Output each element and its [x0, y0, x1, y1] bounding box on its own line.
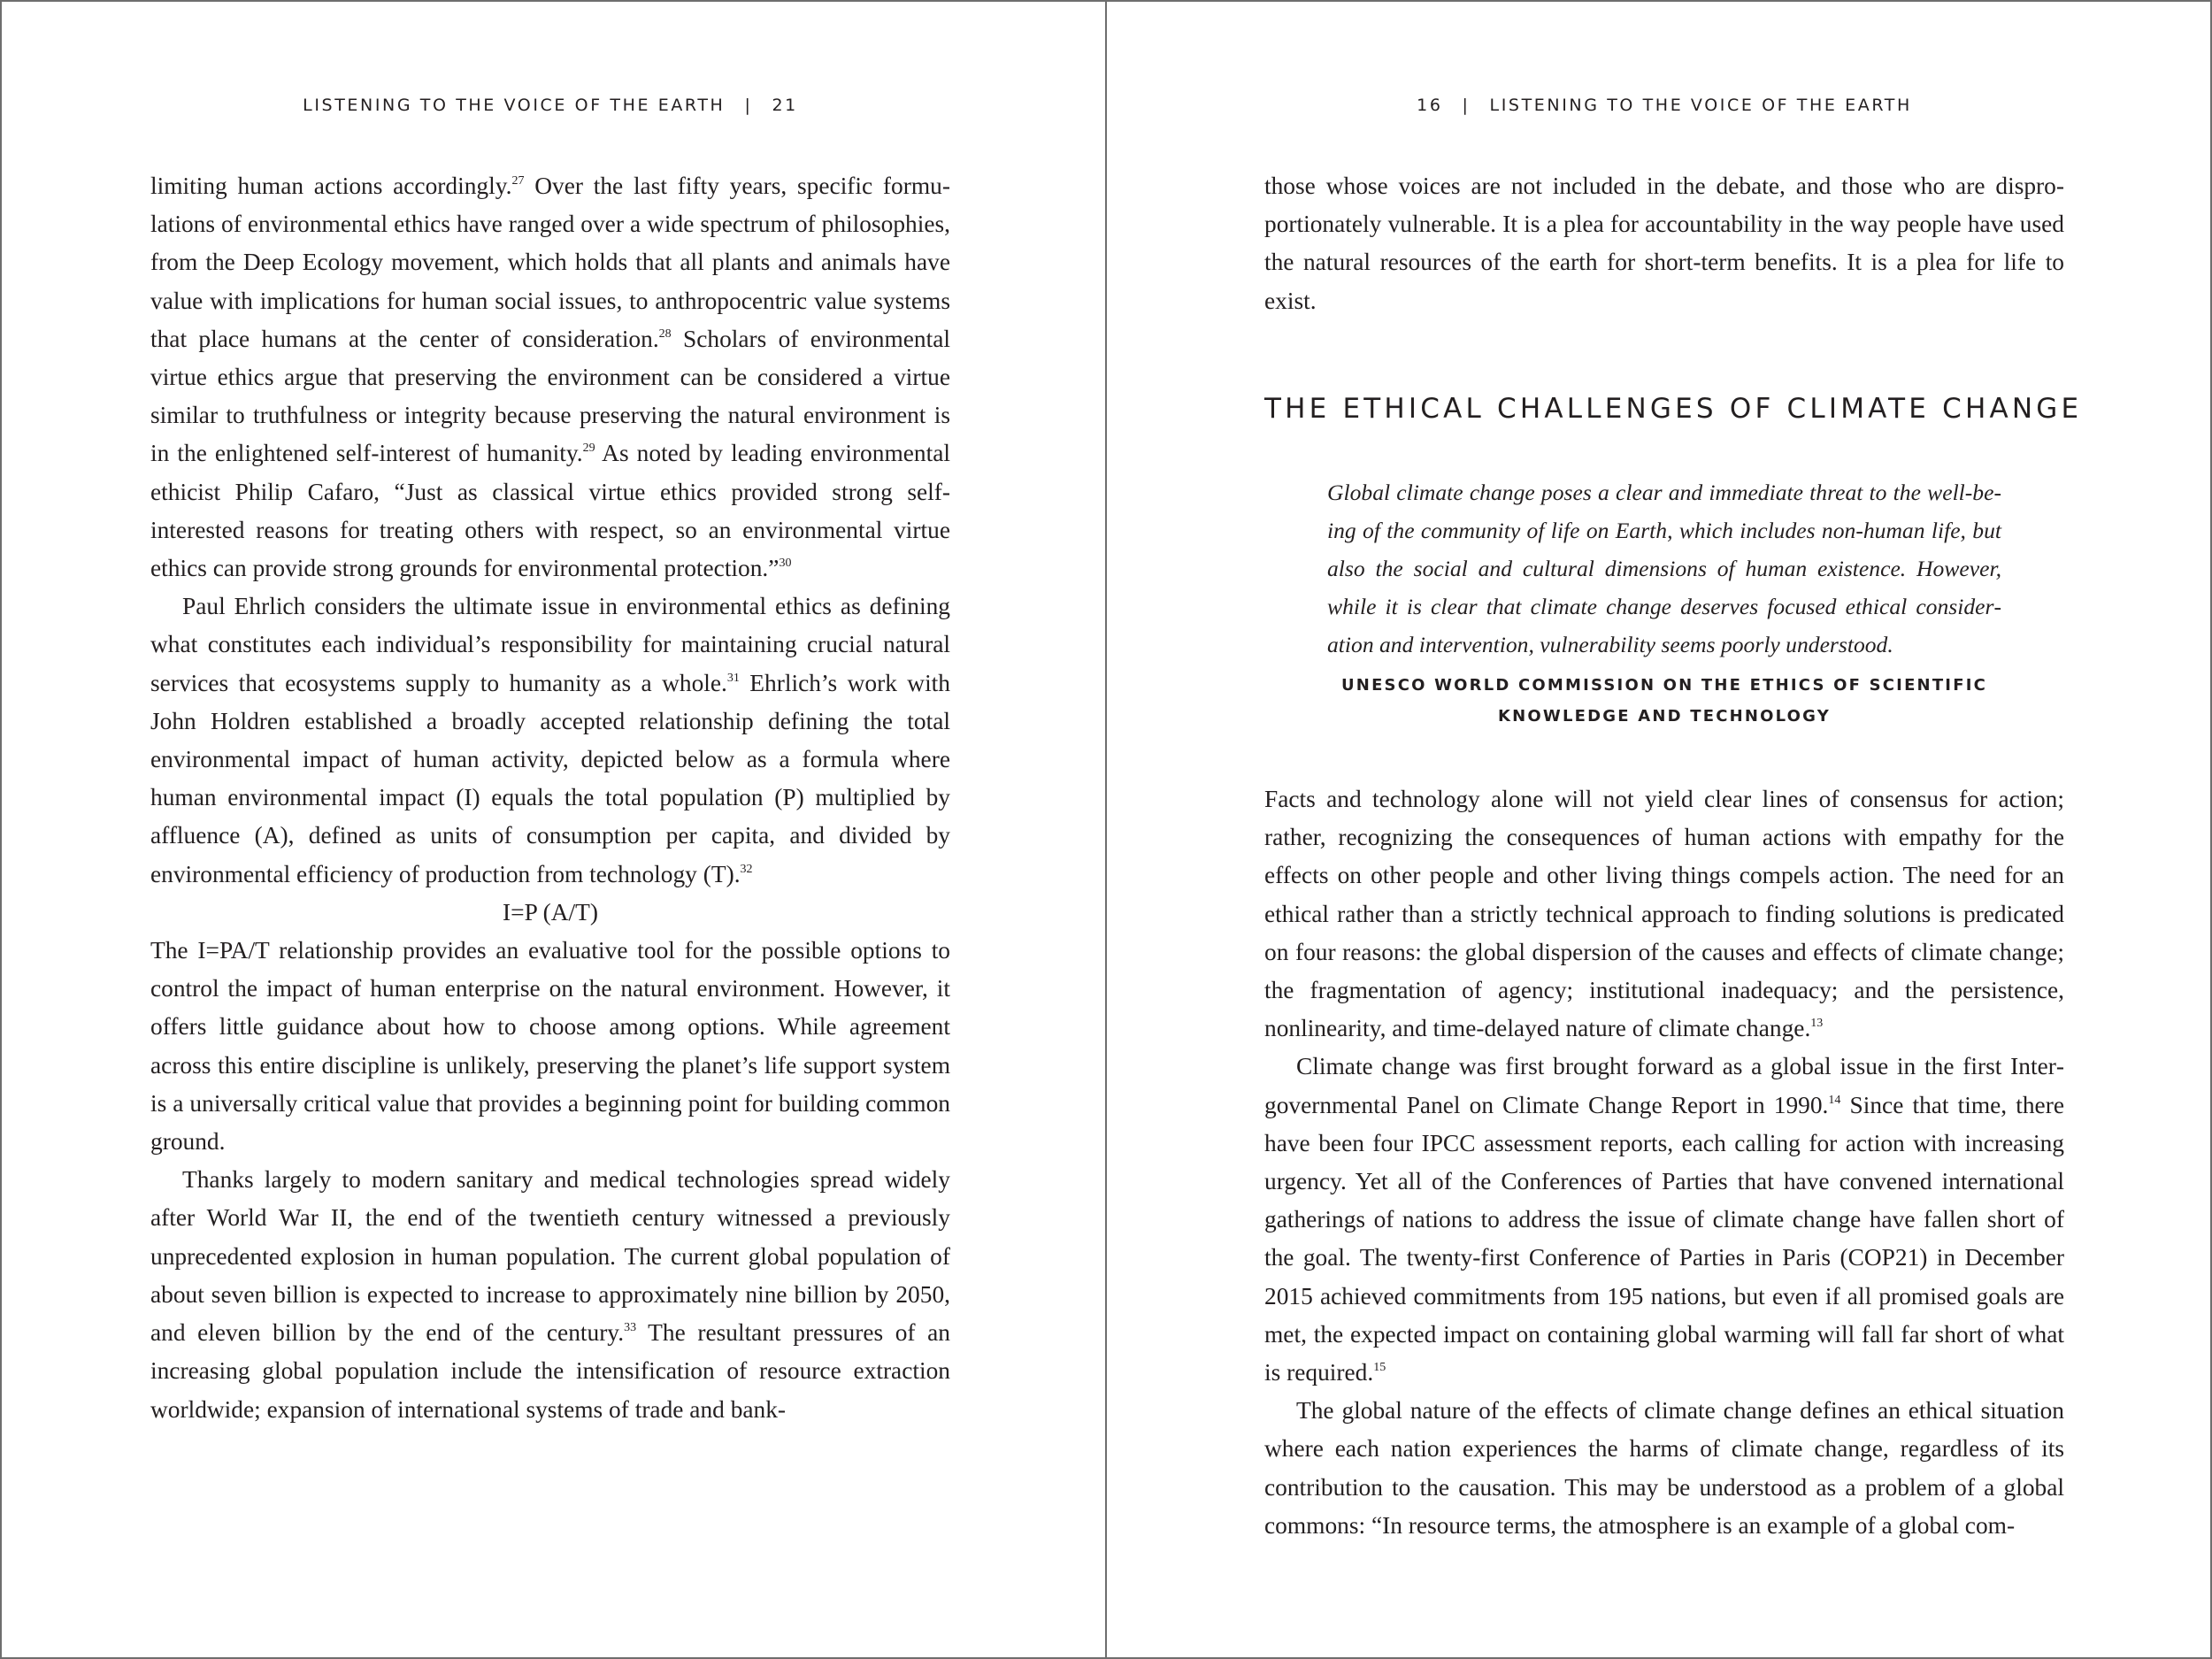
- paragraph: [150, 588, 950, 894]
- text-run: Paul Ehrlich considers the ultimate issue in environmental ethics as defining what constitutes each individual’s responsibility for maintaining crucial natural services that ecosystems supply to humanity as a whole.: [150, 593, 950, 696]
- text-run: Thanks largely to modern sanitary and medical technologies spread widely after World War II, the end of the twentieth century witnessed a previously unprecedented explosion in human population. The current global population of about seven billion is expected to increase to approximately nine billion by 2050, and eleven billion by the end of the century.: [150, 1166, 950, 1347]
- text-run: Ehrlich’s work with John Holdren established a broadly accepted relationship defining the total environmental impact of human activity, depicted below as a formula where human environmental impact (I) equals the total population (P) multiplied by affluence (A), defined as units of consumption per capita, and divided by environmental efficiency of production from technology (T).: [150, 669, 950, 887]
- text-run: Scholars of environmental virtue ethics argue that preserving the environment can be considered a virtue similar to truthfulness or integrity because preserving the natural environment is in the enlightened self-interest of humanity.: [150, 325, 950, 467]
- page-number: 21: [772, 96, 798, 115]
- page-number: 16: [1417, 96, 1443, 115]
- text-run: Over the last fifty years, specific formulations of environmental ethics have ranged over a wide spectrum of philosophies, from the Deep Ecology movement, which holds that all plants and animals have value with implications for human social issues, to anthropocentric value systems that place humans at the center of consideration.: [150, 173, 950, 352]
- text-run: The I=PA/T relationship provides an evaluative tool for the possible options to control the impact of human enterprise on the natural environment. However, it offers little guidance about how to choose among options. While agreement across this entire discipline is unlikely, preserving the planet’s life support system is a universally critical value that provides a beginning point for building common ground.: [150, 937, 950, 1156]
- text-run: Since that time, there have been four IPCC assessment reports, each calling for action with increasing urgency. Yet all of the Conferences of Parties that have convened international gatherings of nations to address the issue of climate change have fallen short of the goal. The twenty-first Conference of Parties in Paris (COP21) in December 2015 achieved commitments from 195 nations, but even if all promised goals are met, the expected impact on containing global warming will fall far short of what is required.: [1264, 1091, 2064, 1386]
- paragraph: [1264, 1048, 2064, 1392]
- text-run: limiting human actions accordingly.: [150, 173, 512, 199]
- running-head-separator: |: [1462, 96, 1471, 115]
- paragraph: [150, 932, 950, 1161]
- left-running-head: [150, 96, 950, 115]
- footnote-ref: 31: [726, 671, 740, 685]
- section-heading: THE ETHICAL CHALLENGES OF CLIMATE CHANGE: [1264, 393, 2083, 425]
- right-page: [1264, 0, 2083, 1659]
- right-bottom-body-text: [1264, 780, 2064, 1545]
- text-run: As noted by leading environmental ethicist Philip Cafaro, “Just as classical virtue ethics provided strong self-interested reasons for treating others with respect, so an environmental virtue ethics can provide strong grounds for environmental protection.”: [150, 440, 950, 582]
- right-running-head: [1264, 96, 2064, 115]
- footnote-ref: 29: [582, 442, 595, 456]
- epigraph-attribution: [1264, 670, 2064, 732]
- text-run: The global nature of the effects of climate change defines an ethical situation where each nation experiences the harms of climate change, regardless of its contribution to the causation. This may be understood as a problem of a global commons: “In resource terms, the atmosphere is an example of a global com-: [1264, 1397, 2064, 1539]
- footnote-ref: 33: [624, 1321, 637, 1335]
- text-run: I=P (A/T): [503, 898, 598, 926]
- footnote-ref: 30: [779, 557, 792, 571]
- footnote-ref: 28: [658, 326, 672, 341]
- epigraph-quote: Global climate change poses a clear and immediate threat to the well-being of the community of life on Earth, which includes non-human life, but also the social and cultural dimensions of human existence. However, while it is clear that climate change deserves focused ethical consideration and intervention, vulnerability seems poorly understood.: [1327, 480, 2001, 657]
- running-head-title: LISTENING TO THE VOICE OF THE EARTH: [303, 96, 726, 115]
- paragraph: [150, 167, 950, 588]
- footnote-ref: 32: [740, 862, 753, 876]
- paragraph: [1264, 1392, 2064, 1545]
- running-head-separator: |: [744, 96, 753, 115]
- page-gutter: [1105, 0, 1107, 1659]
- footnote-ref: 15: [1373, 1361, 1386, 1375]
- text-run: Climate change was first brought forward as a global issue in the first Intergovernmental Panel on Climate Change Report in 1990.: [1264, 1053, 2064, 1118]
- running-head-title: LISTENING TO THE VOICE OF THE EARTH: [1489, 96, 1912, 115]
- paragraph: [1264, 167, 2064, 320]
- left-page: [150, 0, 950, 1659]
- footnote-ref: 13: [1810, 1017, 1824, 1031]
- footnote-ref: 14: [1828, 1093, 1841, 1107]
- formula: [150, 894, 950, 932]
- text-run: The resultant pressures of an increasing global population include the intensification of resource extraction worldwide; expansion of international systems of trade and bank-: [150, 1319, 950, 1423]
- paragraph: [150, 1161, 950, 1428]
- footnote-ref: 27: [511, 174, 525, 188]
- left-body-text: [150, 167, 950, 1429]
- text-run: Facts and technology alone will not yield clear lines of consensus for action; rather, recognizing the consequences of human actions with empathy for the effects on other people and other living things compels action. The need for an ethical rather than a strictly technical approach to finding solutions is predicated on four reasons: the global dispersion of the causes and effects of climate change; the fragmentation of agency; institutional inadequacy; and the persistence, nonlinearity, and time-delayed nature of climate change.: [1264, 786, 2064, 1042]
- text-run: those whose voices are not included in the debate, and those who are disproportionately vulnerable. It is a plea for accountability in the way people have used the natural resources of the earth for short-term benefits. It is a plea for life to exist.: [1264, 173, 2064, 314]
- attribution-line: UNESCO WORLD COMMISSION ON THE ETHICS OF SCIENTIFIC: [1340, 676, 1988, 695]
- attribution-line: KNOWLEDGE AND TECHNOLOGY: [1498, 707, 1831, 726]
- right-top-body-text: [1264, 167, 2064, 320]
- paragraph: [1264, 780, 2064, 1048]
